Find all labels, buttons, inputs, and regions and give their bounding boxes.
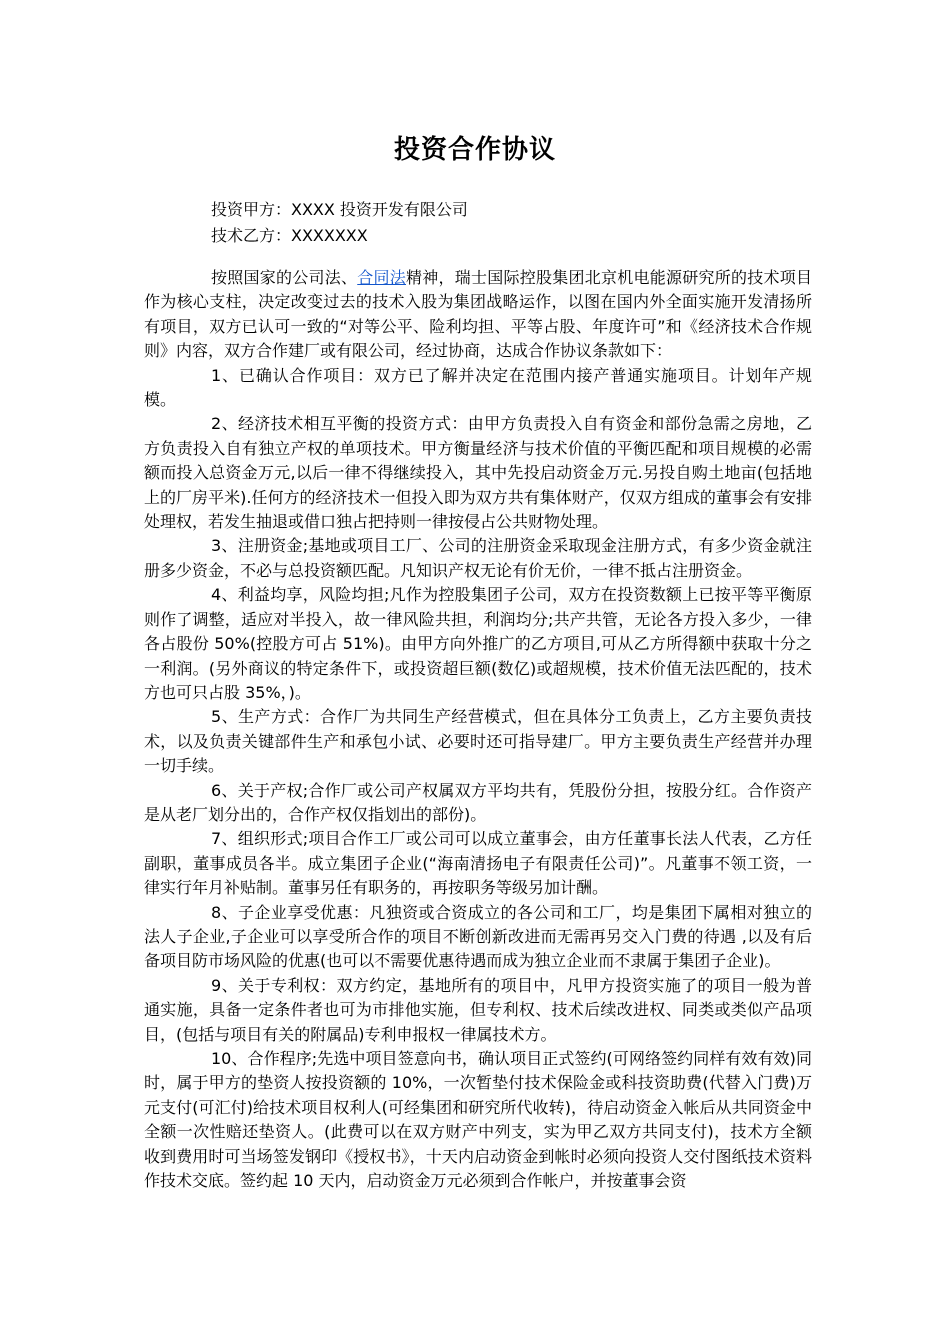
intro-text-after-link: 精神，瑞士国际控股集团北京机电能源研究所的技术项目作为核心支柱，决定改变过去的技术入股为集团战略运作，以图在国内外全面实施开发清扬所有项目，双方已认可一致的“对等公平、险利均担、平等占股、年度许可”和《经济技术合作规则》内容，双方合作建厂或有限公司，经过协商，达成合作协议条款如下：: [144, 268, 812, 361]
clause-7: 7、组织形式;项目合作工厂或公司可以成立董事会，由方任董事长法人代表，乙方任副职，董事成员各半。成立集团子企业(“海南清扬电子有限责任公司)”。凡董事不领工资，一律实行年月补贴制。董事另任有职务的，再按职务等级另加计酬。: [144, 829, 812, 898]
intro-text-before-link: 按照国家的公司法、: [211, 268, 358, 287]
clause-2: 2、经济技术相互平衡的投资方式：由甲方负责投入自有资金和部份急需之房地，乙方负责投入自有独立产权的单项技术。甲方衡量经济与技术价值的平衡匹配和项目规模的必需额而投入总资金万元,以后一律不得继续投入，其中先投启动资金万元.另投自购土地亩(包括地上的厂房平米).任何方的经济技术一但投入即为双方共有集体财产，仅双方组成的董事会有安排处理权，若发生抽退或借口独占把持则一律按侵占公共财物处理。: [144, 414, 812, 532]
clause-8: 8、子企业享受优惠：凡独资或合资成立的各公司和工厂，均是集团下属相对独立的法人子企业,子企业可以享受所合作的项目不断创新改进而无需再另交入门费的待遇 ,以及有后备项目防市场风险的优惠(也可以不需要优惠待遇而成为独立企业而不隶属于集团子企业)。: [144, 902, 812, 971]
intro-paragraph: [144, 266, 812, 364]
clause-6: 6、关于产权;合作厂或公司产权属双方平均共有，凭股份分担，按股分红。合作资产是从老厂划分出的，合作产权仅指划出的部份)。: [144, 780, 812, 824]
clause-5: 5、生产方式：合作厂为共同生产经营模式，但在具体分工负责上，乙方主要负责技术，以及负责关键部件生产和承包小试、必要时还可指导建厂。甲方主要负责生产经营并办理一切手续。: [144, 707, 812, 776]
clause-10: 10、合作程序;先选中项目签意向书，确认项目正式签约(可网络签约同样有效有效)同时，属于甲方的垫资人按投资额的 10%，一次暂垫付技术保险金或科技资助费(代替入门费)万元支付(可汇付)给技术项目权利人(可经集团和研究所代收转)，待启动资金入帐后从共同资金中全额一次性赔还垫资人。(此费可以在双方财产中列支，实为甲乙双方共同支付)，技术方全额收到费用时可当场签发钢印《授权书》，十天内启动资金到帐时必须向投资人交付图纸技术资料作技术交底。签约起 10 天内，启动资金万元必须到合作帐户，并按董事会资: [144, 1049, 812, 1191]
party-b-line: 技术乙方：XXXXXXX: [211, 225, 368, 245]
document-title: 投资合作协议: [393, 135, 556, 165]
clause-9: 9、关于专利权：双方约定，基地所有的项目中，凡甲方投资实施了的项目一般为普通实施，具备一定条件者也可为市排他实施，但专利权、技术后续改进权、同类或类似产品项目，(包括与项目有关的附属品)专利申报权一律属技术方。: [144, 975, 812, 1044]
parties-block: [211, 197, 468, 248]
clause-1: 1、已确认合作项目：双方已了解并决定在范围内接产普通实施项目。计划年产规模。: [144, 365, 812, 410]
clause-3: 3、注册资金;基地或项目工厂、公司的注册资金采取现金注册方式，有多少资金就注册多少资金，不必与总投资额匹配。凡知识产权无论有价无价，一律不抵占注册资金。: [144, 536, 812, 580]
agreement-body: [144, 266, 812, 1193]
contract-law-link[interactable]: 合同法: [357, 268, 406, 287]
party-a-line: 投资甲方：XXXX 投资开发有限公司: [211, 200, 468, 219]
clause-4: 4、利益均享，风险均担;凡作为控股集团子公司，双方在投资数额上已按平等平衡原则作了调整，适应对半投入，故一律风险共担，利润均分;共产共管，无论各方投入多少，一律各占股份 50%(控股方可占 51%)。由甲方向外推广的乙方项目,可从乙方所得额中获取十分之一利润。(另外商议的特定条件下，或投资超巨额(数亿)或超规模，技术价值无法匹配的，技术方也可只占股 35%，)。: [144, 585, 812, 702]
